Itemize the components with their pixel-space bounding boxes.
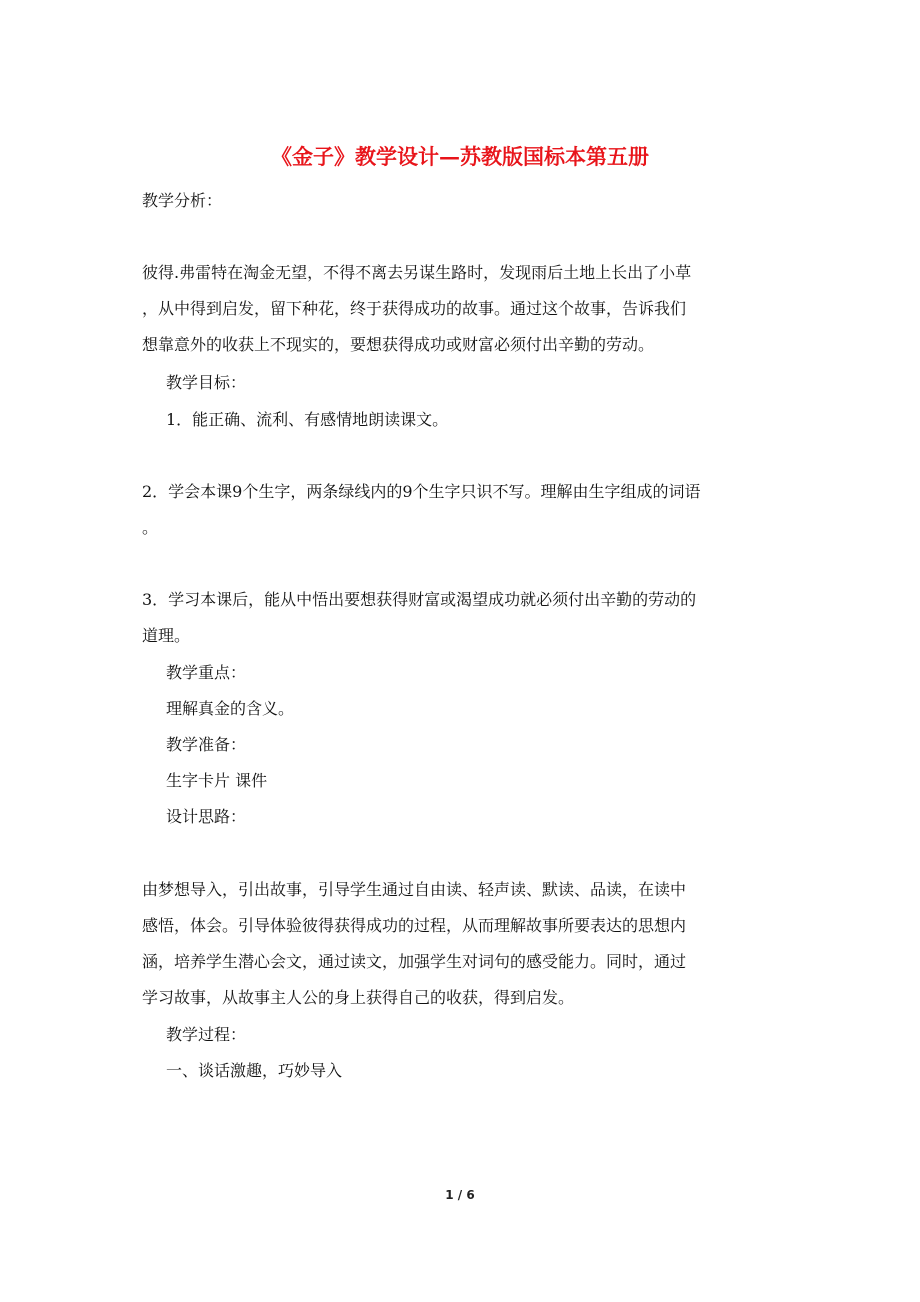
- section-heading-objectives: 教学目标：: [166, 373, 247, 392]
- document-title: 《金子》教学设计—苏教版国标本第五册: [271, 144, 649, 169]
- paragraph-line: 涵，培养学生潜心会文，通过读文，加强学生对词句的感受能力。同时，通过: [142, 952, 687, 971]
- process-step-1: 一、谈话激趣，巧妙导入: [166, 1061, 343, 1080]
- objective-item-3-continued: 道理。: [142, 626, 191, 645]
- section-heading-analysis: 教学分析：: [142, 191, 223, 210]
- preparation-text: 生字卡片 课件: [166, 771, 268, 790]
- key-point-text: 理解真金的含义。: [166, 699, 295, 718]
- objective-item-2: 2．学会本课9个生字，两条绿线内的9个生字只识不写。理解由生字组成的词语: [142, 482, 701, 501]
- objective-item-1: 1．能正确、流利、有感情地朗读课文。: [166, 410, 449, 429]
- paragraph-line: ，从中得到启发，留下种花，终于获得成功的故事。通过这个故事，告诉我们: [142, 299, 687, 318]
- objective-item-2-continued: 。: [142, 518, 159, 537]
- section-heading-key-point: 教学重点：: [166, 663, 247, 682]
- objective-item-3: 3．学习本课后，能从中悟出要想获得财富或渴望成功就必须付出辛勤的劳动的: [142, 590, 697, 609]
- paragraph-line: 学习故事，从故事主人公的身上获得自己的收获，得到启发。: [142, 988, 575, 1007]
- paragraph-line: 由梦想导入，引出故事，引导学生通过自由读、轻声读、默读、品读，在读中: [142, 880, 687, 899]
- paragraph-line: 想靠意外的收获上不现实的，要想获得成功或财富必须付出辛勤的劳动。: [142, 335, 655, 354]
- paragraph-line: 彼得.弗雷特在淘金无望，不得不离去另谋生路时，发现雨后土地上长出了小草: [142, 263, 692, 282]
- paragraph-line: 感悟，体会。引导体验彼得获得成功的过程，从而理解故事所要表达的思想内: [142, 916, 687, 935]
- section-heading-preparation: 教学准备：: [166, 735, 247, 754]
- page-number: 1 / 6: [445, 1188, 475, 1202]
- section-heading-process: 教学过程：: [166, 1025, 247, 1044]
- section-heading-design-idea: 设计思路：: [166, 807, 247, 826]
